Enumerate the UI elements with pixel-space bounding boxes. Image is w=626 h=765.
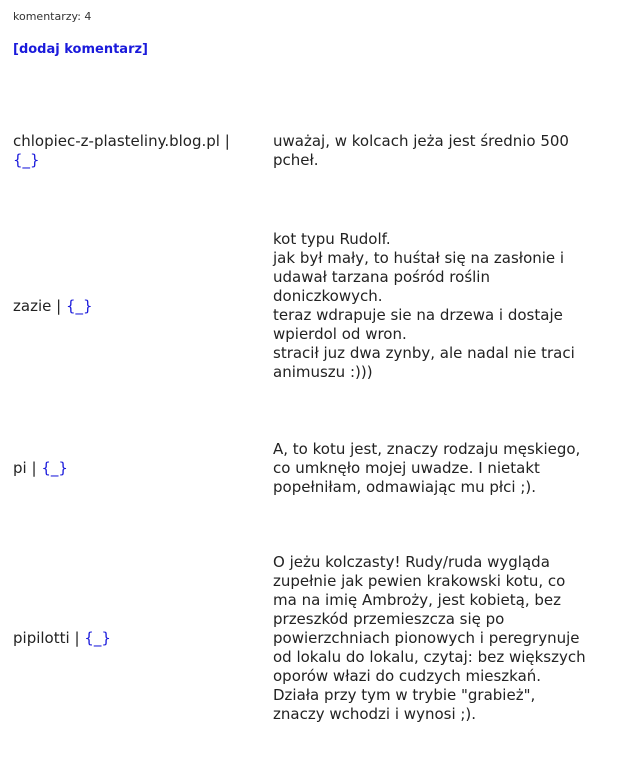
author-name: chlopiec-z-plasteliny.blog.pl: [13, 132, 220, 150]
author-separator: |: [74, 629, 80, 647]
author-separator: |: [224, 132, 230, 150]
comment-line: jak był mały, to huśtał się na zasłonie i: [273, 249, 565, 267]
comment-count: komentarzy: 4: [13, 10, 92, 23]
comment-line: udawał tarzana pośród roślin: [273, 268, 490, 286]
comment-line: A, to kotu jest, znaczy rodzaju męskiego,: [273, 440, 581, 458]
author-separator: |: [31, 459, 37, 477]
comment-line: oporów włazi do cudzych mieszkań.: [273, 667, 542, 685]
comment-line: animuszu :))): [273, 363, 373, 381]
comment-permalink[interactable]: {_}: [13, 151, 40, 169]
comment-body: [260, 440, 600, 497]
comment-line: teraz wdrapuje sie na drzewa i dostaje: [273, 306, 563, 324]
comment-body: [260, 132, 600, 170]
comment-item: [0, 440, 626, 497]
comment-line: uważaj, w kolcach jeża jest średnio 500: [273, 132, 569, 150]
comment-author: [0, 132, 260, 170]
comment-line: O jeżu kolczasty! Rudy/ruda wygląda: [273, 553, 550, 571]
comment-item: [0, 230, 626, 382]
comment-author: [0, 459, 260, 478]
comment-line: stracił juz dwa zynby, ale nadal nie traci: [273, 344, 575, 362]
comment-item: [0, 132, 626, 170]
comment-line: co umknęło mojej uwadze. I nietakt: [273, 459, 540, 477]
comment-line: wpierdol od wron.: [273, 325, 407, 343]
comment-line: przeszkód przemieszcza się po: [273, 610, 505, 628]
comment-line: powierzchniach pionowych i peregrynuje: [273, 629, 580, 647]
comment-author: [0, 297, 260, 316]
comment-body: [260, 553, 600, 724]
author-name: zazie: [13, 296, 52, 315]
comment-item: [0, 553, 626, 724]
comment-line: Działa przy tym w trybie "grabież",: [273, 686, 536, 704]
comment-line: znaczy wchodzi i wynosi ;).: [273, 705, 477, 723]
author-name: pi: [13, 459, 27, 477]
comment-line: ma na imię Ambroży, jest kobietą, bez: [273, 591, 562, 609]
comment-line: od lokalu do lokalu, czytaj: bez większych: [273, 648, 586, 666]
comment-line: doniczkowych.: [273, 287, 383, 305]
comment-author: [0, 629, 260, 648]
comment-line: zupełnie jak pewien krakowski kotu, co: [273, 572, 566, 590]
comment-permalink[interactable]: {_}: [84, 629, 111, 647]
author-name: pipilotti: [13, 629, 70, 647]
comment-line: kot typu Rudolf.: [273, 230, 391, 248]
comment-line: pcheł.: [273, 151, 319, 169]
comment-body: [260, 230, 600, 382]
comment-permalink[interactable]: {_}: [41, 459, 68, 477]
author-separator: |: [56, 296, 62, 315]
comment-permalink[interactable]: {_}: [65, 296, 93, 315]
comment-line: popełniłam, odmawiając mu płci ;).: [273, 478, 537, 496]
add-comment-link[interactable]: [dodaj komentarz]: [13, 42, 148, 57]
